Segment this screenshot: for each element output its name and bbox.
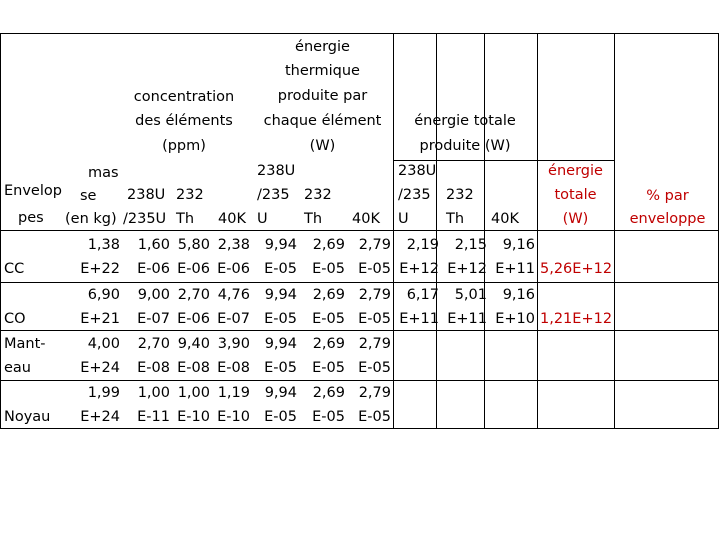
header-concentration-line1: concentration <box>133 89 235 105</box>
row-core-conc-th-exp: E-10 <box>177 409 210 425</box>
row-co-sum: 1,21E+12 <box>540 311 613 327</box>
row-cc-conc-th-exp: E-06 <box>177 261 210 277</box>
row-core-conc-th: 1,00 <box>177 385 210 401</box>
row-co-conc-th: 2,70 <box>177 287 210 303</box>
header-percent-line1: % par <box>646 188 689 204</box>
row-co-tot-u: 6,17 <box>406 287 439 303</box>
row-co-tot-th-exp: E+11 <box>447 311 487 327</box>
column-divider <box>0 33 1 429</box>
row-mantle-therm-th-exp: E-05 <box>312 360 345 376</box>
header-thermal-line4: chaque élément <box>263 113 382 129</box>
header-therm-th: 232 <box>304 187 332 203</box>
row-mantle-mass-exponent: E+24 <box>80 360 120 376</box>
header-therm-u: 238U <box>257 163 296 179</box>
row-co-therm-th: 2,69 <box>312 287 345 303</box>
header-total-line1: énergie totale <box>414 113 516 129</box>
row-mantle-mass-mantissa: 4,00 <box>87 336 120 352</box>
row-co-tot-k: 9,16 <box>502 287 535 303</box>
row-cc-mass-exponent: E+22 <box>80 261 120 277</box>
row-mantle-conc-k: 3,90 <box>217 336 250 352</box>
row-mantle-therm-u-exp: E-05 <box>264 360 297 376</box>
row-core-conc-k: 1,19 <box>217 385 250 401</box>
header-thermal-line1: énergie <box>295 39 350 55</box>
row-co-therm-u-exp: E-05 <box>264 311 297 327</box>
row-divider <box>0 380 719 381</box>
row-cc-sum: 5,26E+12 <box>540 261 613 277</box>
row-mantle-conc-k-exp: E-08 <box>217 360 250 376</box>
header-total-line2: produite (W) <box>419 138 511 154</box>
row-cc-tot-u: 2,19 <box>406 237 439 253</box>
row-core-mass-mantissa: 1,99 <box>87 385 120 401</box>
header-concentration-line2: des éléments <box>135 113 233 129</box>
header-envelope-line1: Envelop <box>4 183 62 199</box>
row-core-conc-u: 1,00 <box>137 385 170 401</box>
header-conc-th: 232 <box>176 187 204 203</box>
row-mantle-conc-th: 9,40 <box>177 336 210 352</box>
row-co-conc-u: 9,00 <box>137 287 170 303</box>
column-divider <box>537 33 538 429</box>
header-tot-th-label: Th <box>446 211 465 227</box>
header-conc-u: 238U <box>127 187 166 203</box>
row-mantle-therm-u: 9,94 <box>264 336 297 352</box>
row-cc-conc-u: 1,60 <box>137 237 170 253</box>
row-cc-name: CC <box>4 261 25 277</box>
row-core-therm-u: 9,94 <box>264 385 297 401</box>
row-divider <box>393 160 615 161</box>
row-divider <box>0 282 719 283</box>
row-cc-tot-k: 9,16 <box>502 237 535 253</box>
row-core-conc-u-exp: E-11 <box>137 409 170 425</box>
header-concentration-line3: (ppm) <box>162 138 206 154</box>
row-cc-conc-k: 2,38 <box>217 237 250 253</box>
row-co-therm-th-exp: E-05 <box>312 311 345 327</box>
row-cc-therm-th-exp: E-05 <box>312 261 345 277</box>
row-mantle-therm-th: 2,69 <box>312 336 345 352</box>
row-cc-therm-k-exp: E-05 <box>358 261 391 277</box>
row-cc-tot-u-exp: E+12 <box>399 261 439 277</box>
row-cc-therm-k: 2,79 <box>358 237 391 253</box>
row-co-therm-u: 9,94 <box>264 287 297 303</box>
header-tot-k: 40K <box>491 211 519 227</box>
header-conc-th-label: Th <box>176 211 195 227</box>
row-cc-tot-th-exp: E+12 <box>447 261 487 277</box>
header-tot-u-235: /235 <box>398 187 431 203</box>
row-mantle-conc-u: 2,70 <box>137 336 170 352</box>
row-co-tot-u-exp: E+11 <box>399 311 439 327</box>
row-divider <box>0 330 719 331</box>
row-mantle-name-line1: Mant- <box>4 336 46 352</box>
row-core-therm-k: 2,79 <box>358 385 391 401</box>
header-envelope-line2: pes <box>18 210 44 226</box>
row-mantle-therm-k: 2,79 <box>358 336 391 352</box>
row-cc-conc-u-exp: E-06 <box>137 261 170 277</box>
header-tot-u: 238U <box>398 163 437 179</box>
row-core-name: Noyau <box>4 409 51 425</box>
row-cc-tot-k-exp: E+11 <box>495 261 535 277</box>
row-co-mass-exponent: E+21 <box>80 311 120 327</box>
row-cc-tot-th: 2,15 <box>454 237 487 253</box>
row-core-therm-u-exp: E-05 <box>264 409 297 425</box>
row-co-tot-th: 5,01 <box>454 287 487 303</box>
row-core-conc-k-exp: E-10 <box>217 409 250 425</box>
row-divider <box>0 230 719 231</box>
header-therm-u-235: /235 <box>257 187 290 203</box>
row-core-therm-th: 2,69 <box>312 385 345 401</box>
header-sum-line2: totale <box>554 187 597 203</box>
row-co-tot-k-exp: E+10 <box>495 311 535 327</box>
header-tot-th: 232 <box>446 187 474 203</box>
header-thermal-line5: (W) <box>309 138 336 154</box>
header-therm-th-label: Th <box>304 211 323 227</box>
header-sum-line3: (W) <box>562 211 589 227</box>
header-conc-u-235: /235U <box>123 211 167 227</box>
row-cc-conc-k-exp: E-06 <box>217 261 250 277</box>
header-thermal-line3: produite par <box>277 88 368 104</box>
row-core-therm-k-exp: E-05 <box>358 409 391 425</box>
row-mantle-name-line2: eau <box>4 360 31 376</box>
row-cc-conc-th: 5,80 <box>177 237 210 253</box>
row-co-conc-k: 4,76 <box>217 287 250 303</box>
header-therm-k: 40K <box>352 211 380 227</box>
row-mantle-conc-u-exp: E-08 <box>137 360 170 376</box>
header-mass-line1: mas <box>88 165 119 181</box>
row-cc-therm-u-exp: E-05 <box>264 261 297 277</box>
header-sum-line1: énergie <box>548 163 603 179</box>
header-percent-line2: enveloppe <box>629 211 706 227</box>
header-mass-line2: se <box>80 188 97 204</box>
row-co-conc-u-exp: E-07 <box>137 311 170 327</box>
header-mass-line3: (en kg) <box>65 211 117 227</box>
row-co-therm-k-exp: E-05 <box>358 311 391 327</box>
row-co-name: CO <box>4 311 26 327</box>
row-co-therm-k: 2,79 <box>358 287 391 303</box>
header-thermal-line2: thermique <box>285 63 360 79</box>
row-mantle-therm-k-exp: E-05 <box>358 360 391 376</box>
row-mantle-conc-th-exp: E-08 <box>177 360 210 376</box>
row-cc-therm-u: 9,94 <box>264 237 297 253</box>
header-tot-u-letter: U <box>398 211 409 227</box>
row-co-conc-th-exp: E-06 <box>177 311 210 327</box>
row-core-therm-th-exp: E-05 <box>312 409 345 425</box>
header-conc-k: 40K <box>218 211 246 227</box>
column-divider <box>484 33 485 429</box>
column-divider <box>614 33 615 429</box>
row-co-mass-mantissa: 6,90 <box>87 287 120 303</box>
row-cc-therm-th: 2,69 <box>312 237 345 253</box>
row-cc-mass-mantissa: 1,38 <box>87 237 120 253</box>
column-divider <box>436 33 437 429</box>
header-therm-u-letter: U <box>257 211 268 227</box>
row-co-conc-k-exp: E-07 <box>217 311 250 327</box>
row-core-mass-exponent: E+24 <box>80 409 120 425</box>
